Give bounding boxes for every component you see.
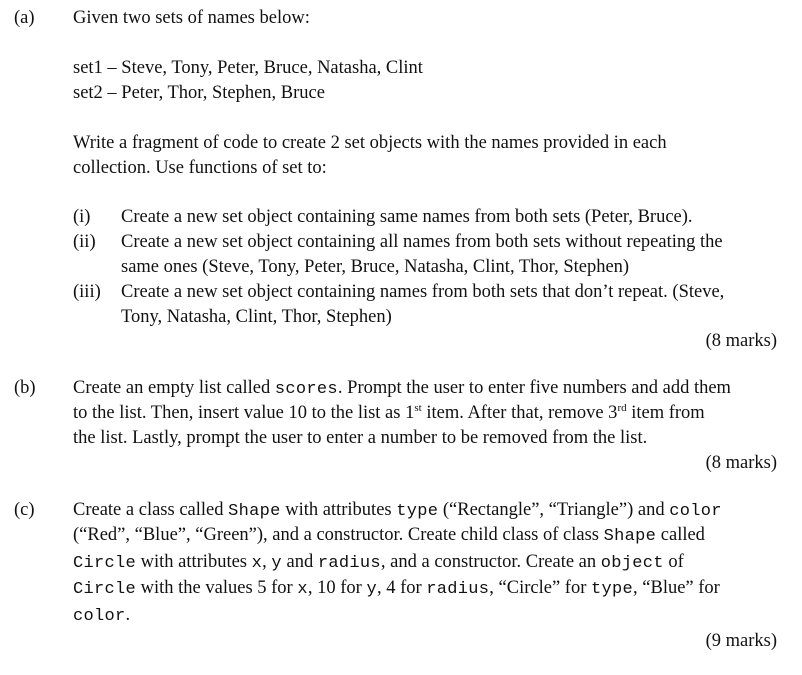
item-i-text: Create a new set object containing same names from both sets (Peter, Bruce). [121,207,693,227]
question-a-intro: Given two sets of names below: [73,8,310,28]
item-ii-text-line2: same ones (Steve, Tony, Peter, Bruce, Natasha, Clint, Thor, Stephen) [121,257,630,277]
question-c-marks: (9 marks) [705,631,777,651]
item-ii-text-line1: Create a new set object containing all names from both sets without repeating the [121,232,723,252]
item-iii-text-line2: Tony, Natasha, Clint, Thor, Stephen) [121,307,392,327]
question-a-instruction-line2: collection. Use functions of set to: [73,158,327,178]
set1-definition: set1 – Steve, Tony, Peter, Bruce, Natasha, Clint [73,58,423,78]
question-b-line1: Create an empty list called scores. Prompt the user to enter five numbers and add them [73,378,731,399]
item-iii-numeral: (iii) [73,282,101,302]
question-b-label: (b) [14,378,36,398]
question-c-line3: Circle with attributes x, y and radius, and a constructor. Create an object of [73,552,684,573]
item-ii-numeral: (ii) [73,232,96,252]
question-c-line1: Create a class called Shape with attributes type (“Rectangle”, “Triangle”) and color [73,500,722,521]
question-c-label: (c) [14,500,35,520]
code-scores: scores [274,380,338,399]
question-b-line3: the list. Lastly, prompt the user to enter a number to be removed from the list. [73,428,648,448]
item-i-numeral: (i) [73,207,91,227]
item-iii-text-line1: Create a new set object containing names from both sets that don’t repeat. (Steve, [121,282,725,302]
question-a-label: (a) [14,8,35,28]
question-b-line2: to the list. Then, insert value 10 to the list as 1st item. After that, remove 3rd item from [73,401,705,423]
question-a-marks: (8 marks) [705,331,777,351]
question-b-marks: (8 marks) [705,453,777,473]
question-a-instruction-line1: Write a fragment of code to create 2 set objects with the names provided in each [73,133,667,153]
question-c-line2: (“Red”, “Blue”, “Green”), and a constructor. Create child class of class Shape called [73,525,705,546]
set2-definition: set2 – Peter, Thor, Stephen, Bruce [73,83,325,103]
question-c-line5: color. [73,605,131,626]
question-c-line4: Circle with the values 5 for x, 10 for y, 4 for radius, “Circle” for type, “Blue” for [73,578,720,599]
